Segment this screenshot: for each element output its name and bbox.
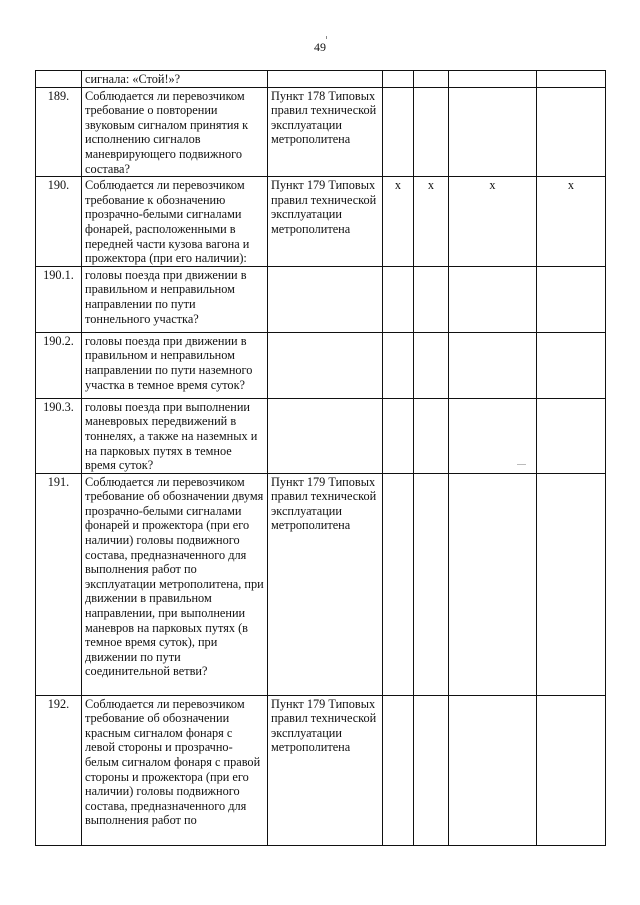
answer-no-cell (414, 398, 449, 473)
row-number: 190.3. (36, 398, 82, 473)
row-number: 190. (36, 177, 82, 267)
requirement-question: головы поезда при движении в правильном и неправильном направлении по пути тоннельного участка? (82, 266, 268, 332)
legal-reference (268, 71, 383, 88)
not-applicable-cell (449, 266, 537, 332)
not-applicable-cell (449, 695, 537, 845)
note-cell (537, 266, 606, 332)
answer-no-cell (414, 266, 449, 332)
answer-yes-cell (383, 332, 414, 398)
row-number: 190.2. (36, 332, 82, 398)
row-number: 189. (36, 87, 82, 177)
checklist-table (35, 70, 606, 846)
table-row (36, 177, 606, 267)
requirement-question: головы поезда при движении в правильном и неправильном направлении по пути наземного участка в темное время суток? (82, 332, 268, 398)
table-row (36, 87, 606, 177)
answer-no-cell (414, 87, 449, 177)
answer-yes-cell (383, 87, 414, 177)
row-number: 191. (36, 473, 82, 695)
answer-no-cell (414, 332, 449, 398)
page-number: 49 (314, 40, 326, 54)
row-number: 190.1. (36, 266, 82, 332)
legal-reference: Пункт 179 Типовых правил технической эксплуатации метрополитена (268, 177, 383, 267)
requirement-question: Соблюдается ли перевозчиком требование о повторении звуковым сигналом принятия к исполнению сигналов маневрирующего подвижного состава? (82, 87, 268, 177)
note-cell: х (537, 177, 606, 267)
answer-yes-cell (383, 71, 414, 88)
requirement-question: Соблюдается ли перевозчиком требование об обозначении красным сигналом фонаря с левой стороны и прозрачно-белым сигналом фонаря с правой стороны и прожектора (при его наличии) головы подвижного состава, предназначенного для выполнения работ по (82, 695, 268, 845)
answer-yes-cell (383, 695, 414, 845)
answer-yes-cell (383, 473, 414, 695)
table-row (36, 398, 606, 473)
requirement-question: сигнала: «Стой!»? (82, 71, 268, 88)
scan-mark (326, 36, 327, 39)
legal-reference: Пункт 179 Типовых правил технической эксплуатации метрополитена (268, 473, 383, 695)
not-applicable-cell (449, 473, 537, 695)
answer-no-cell (414, 473, 449, 695)
legal-reference (268, 398, 383, 473)
requirement-question: головы поезда при выполнении маневровых передвижений в тоннелях, а также на наземных и на парковых путях в темное время суток? (82, 398, 268, 473)
not-applicable-cell (449, 87, 537, 177)
note-cell (537, 695, 606, 845)
legal-reference: Пункт 179 Типовых правил технической эксплуатации метрополитена (268, 695, 383, 845)
requirement-question: Соблюдается ли перевозчиком требование об обозначении двумя прозрачно-белыми сигналами фонарей и прожектора (при его наличии) головы подвижного состава, предназначенного для выполнения работ по эксплуатации метрополитена, при движении в правильном направлении, при выполнении маневров на парковых путях (в темное время суток), при движении по пути соединительной ветви? (82, 473, 268, 695)
requirement-question: Соблюдается ли перевозчиком требование к обозначению прозрачно-белыми сигналами фонарей, расположенными в передней части кузова вагона и прожектора (при его наличии): (82, 177, 268, 267)
legal-reference (268, 332, 383, 398)
not-applicable-cell (449, 398, 537, 473)
table-row (36, 695, 606, 845)
note-cell (537, 87, 606, 177)
answer-yes-cell (383, 266, 414, 332)
table-row (36, 473, 606, 695)
answer-no-cell: х (414, 177, 449, 267)
legal-reference: Пункт 178 Типовых правил технической эксплуатации метрополитена (268, 87, 383, 177)
not-applicable-cell (449, 71, 537, 88)
legal-reference (268, 266, 383, 332)
row-number: 192. (36, 695, 82, 845)
answer-no-cell (414, 71, 449, 88)
note-cell (537, 332, 606, 398)
table-row (36, 332, 606, 398)
not-applicable-cell (449, 332, 537, 398)
answer-yes-cell: х (383, 177, 414, 267)
note-cell (537, 473, 606, 695)
answer-yes-cell (383, 398, 414, 473)
note-cell (537, 71, 606, 88)
table-row (36, 71, 606, 88)
not-applicable-cell: х (449, 177, 537, 267)
table-row (36, 266, 606, 332)
answer-no-cell (414, 695, 449, 845)
note-cell (537, 398, 606, 473)
row-number (36, 71, 82, 88)
